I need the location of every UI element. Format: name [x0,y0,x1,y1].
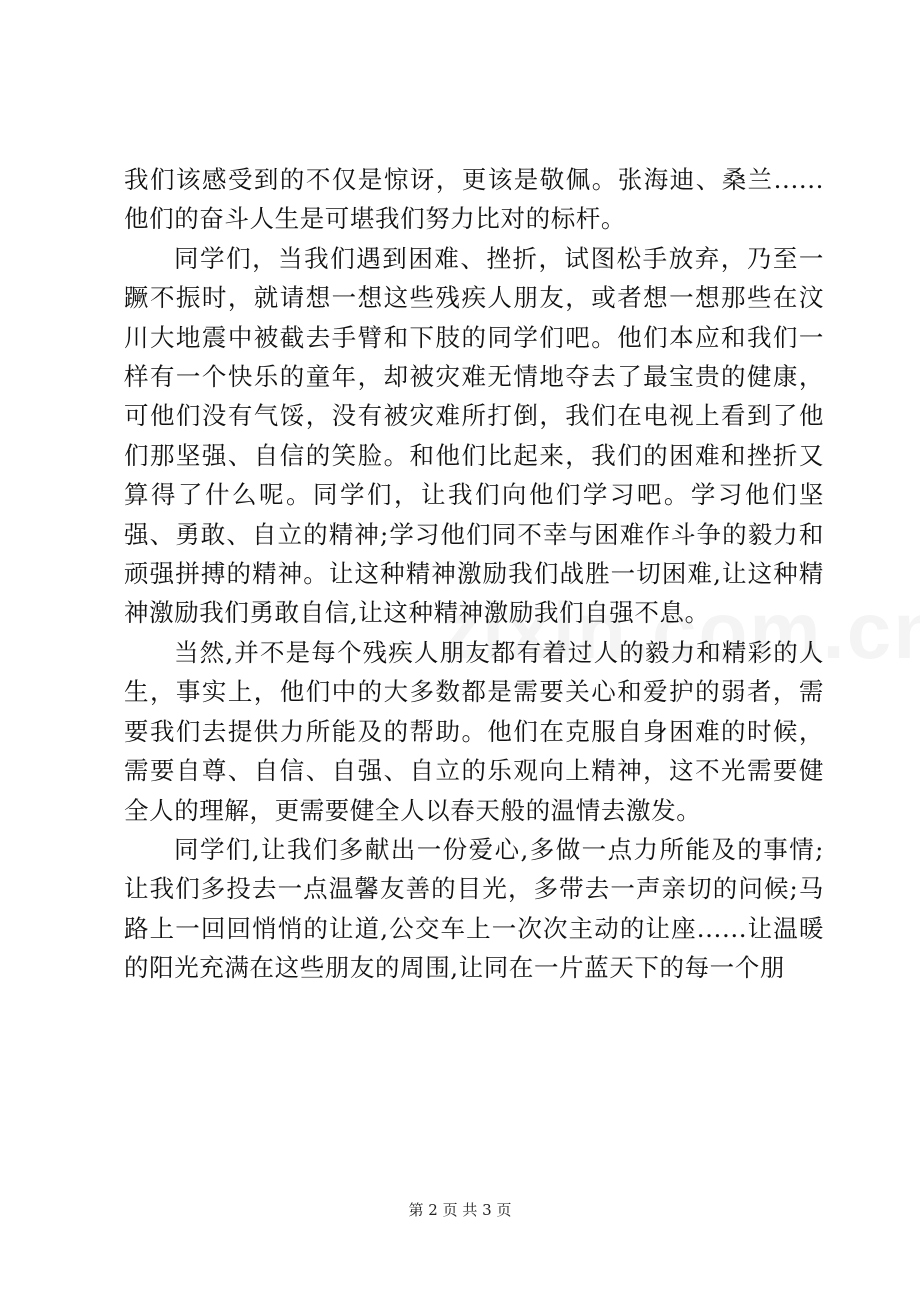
paragraph-2: 同学们，当我们遇到困难、挫折，试图松手放弃，乃至一蹶不振时，就请想一想这些残疾人朋友，或者想一想那些在汶川大地震中被截去手臂和下肢的同学们吧。他们本应和我们一样有一个快乐的童年，却被灾难无情地夺去了最宝贵的健康，可他们没有气馁，没有被灾难所打倒，我们在电视上看到了他们那坚强、自信的笑脸。和他们比起来，我们的困难和挫折又算得了什么呢。同学们，让我们向他们学习吧。学习他们坚强、勇敢、自立的精神;学习他们同不幸与困难作斗争的毅力和顽强拼搏的精神。让这种精神激励我们战胜一切困难,让这种精神激励我们勇敢自信,让这种精神激励我们自强不息。 [124,243,824,628]
document-body [124,160,824,988]
paragraph-3: 当然,并不是每个残疾人朋友都有着过人的毅力和精彩的人生，事实上，他们中的大多数都是需要关心和爱护的弱者，需要我们去提供力所能及的帮助。他们在克服自身困难的时候，需要自尊、自信、自强、自立的乐观向上精神，这不光需要健全人的理解，更需要健全人以春天般的温情去激发。 [124,637,824,825]
page-number-footer: 第 2 页 共 3 页 [408,1201,512,1219]
paragraph-4: 同学们,让我们多献出一份爱心,多做一点力所能及的事情;让我们多投去一点温馨友善的目光，多带去一声亲切的问候;马路上一回回悄悄的让道,公交车上一次次主动的让座......让温暖的阳光充满在这些朋友的周围,让同在一片蓝天下的每一个朋 [124,834,824,983]
paragraph-1: 我们该感受到的不仅是惊讶，更该是敬佩。张海迪、桑兰......他们的奋斗人生是可堪我们努力比对的标杆。 [124,165,824,234]
